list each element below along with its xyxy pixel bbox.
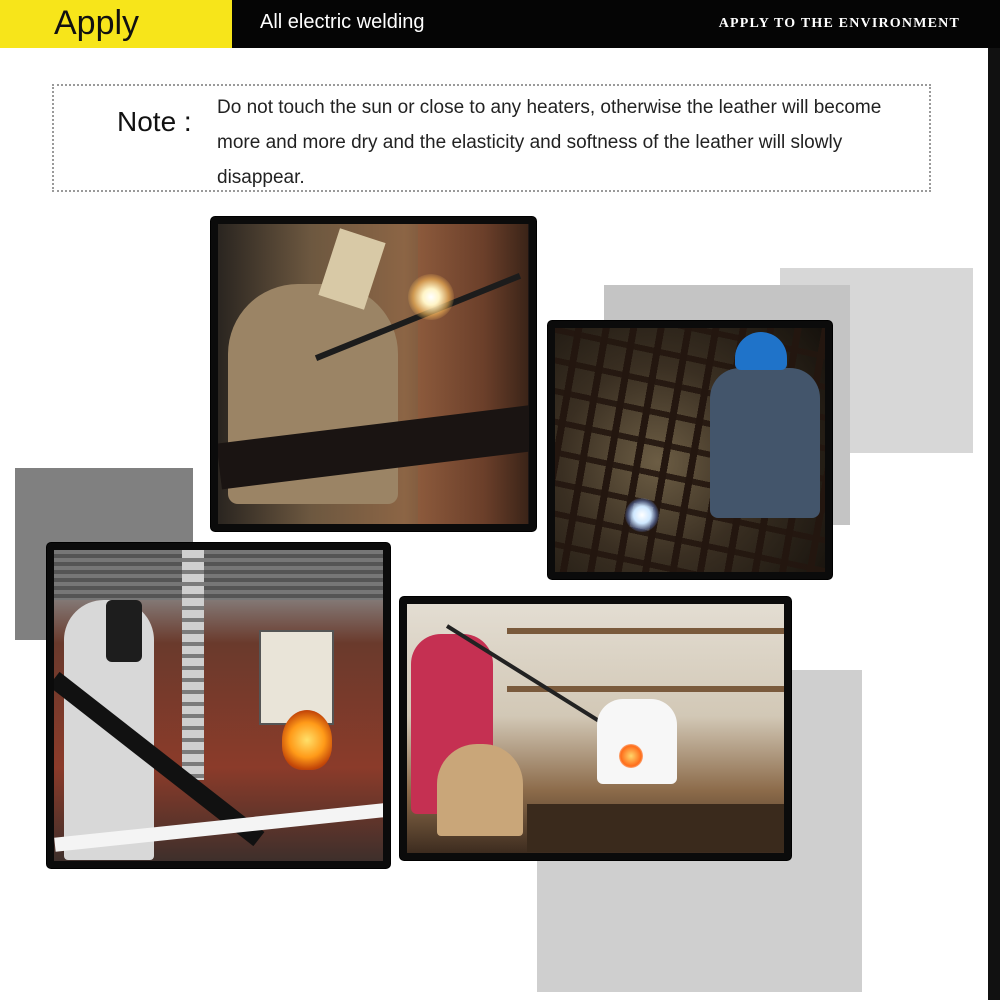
glass-blowers-photo: [400, 597, 791, 860]
apply-tab: [0, 0, 232, 48]
foundry-worker-photo: [47, 543, 390, 868]
note-text: Do not touch the sun or close to any heaters, otherwise the leather will become more and more dry and the elasticity and softness of the leather will slowly disappear.: [217, 97, 882, 188]
note-box: [52, 84, 931, 192]
section-subtitle: All electric welding: [260, 11, 425, 33]
header-bar: [0, 0, 1000, 48]
note-label: Note :: [117, 106, 192, 137]
apply-label: Apply: [54, 4, 140, 42]
right-edge-bar: [988, 48, 1000, 1000]
welder-at-pipe-photo: [211, 217, 536, 531]
environment-heading: APPLY TO THE ENVIRONMENT: [718, 16, 960, 31]
cage-welder-photo: [548, 321, 832, 579]
